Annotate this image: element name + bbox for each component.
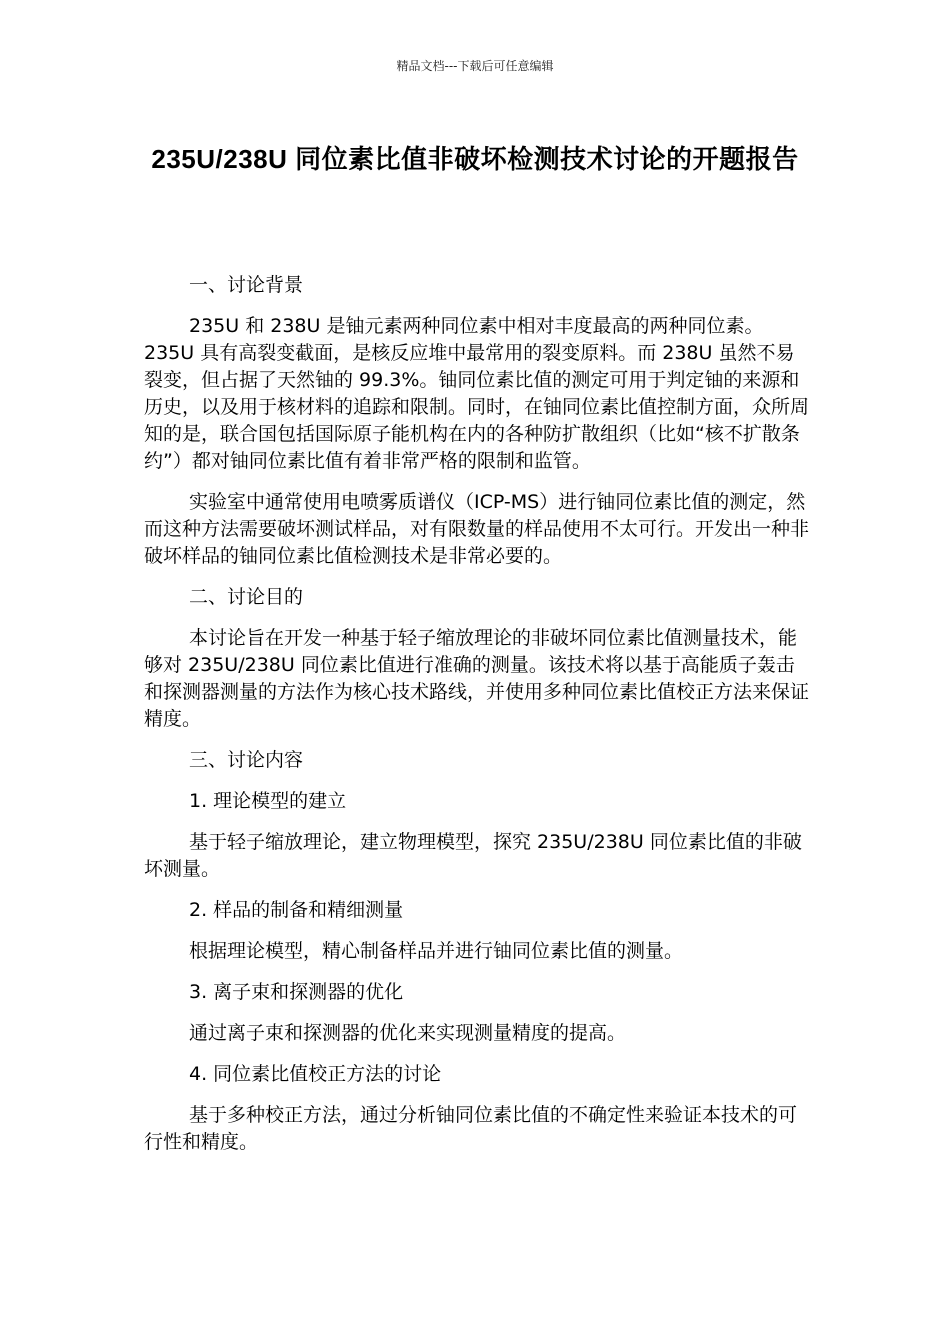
list-item-title: 4. 同位素比值校正方法的讨论 <box>189 1063 442 1085</box>
list-item-text: 基于轻子缩放理论，建立物理模型，探究 235U/238U 同位素比值的非破坏测量。 <box>144 831 802 880</box>
list-item-title: 1. 理论模型的建立 <box>189 790 347 812</box>
list-item-text: 通过离子束和探测器的优化来实现测量精度的提高。 <box>189 1022 627 1044</box>
list-item-text: 基于多种校正方法，通过分析铀同位素比值的不确定性来验证本技术的可行性和精度。 <box>144 1104 798 1153</box>
list-item-title: 3. 离子束和探测器的优化 <box>189 981 404 1003</box>
section-heading-content: 三、讨论内容 <box>189 749 304 771</box>
list-item-title: 2. 样品的制备和精细测量 <box>189 899 404 921</box>
header-note: 精品文档---下载后可任意编辑 <box>396 59 554 73</box>
section-heading-purpose: 二、讨论目的 <box>189 586 304 608</box>
section-heading-background: 一、讨论背景 <box>189 274 304 296</box>
document-body <box>144 272 810 1170</box>
list-item-text: 根据理论模型，精心制备样品并进行铀同位素比值的测量。 <box>189 940 684 962</box>
paragraph: 本讨论旨在开发一种基于轻子缩放理论的非破坏同位素比值测量技术，能够对 235U/238U 同位素比值进行准确的测量。该技术将以基于高能质子轰击和探测器测量的方法作为核心技术路线，并使用多种同位素比值校正方法来保证精度。 <box>144 627 810 730</box>
paragraph: 实验室中通常使用电喷雾质谱仪（ICP-MS）进行铀同位素比值的测定，然而这种方法需要破坏测试样品，对有限数量的样品使用不太可行。开发出一种非破坏样品的铀同位素比值检测技术是非常必要的。 <box>144 491 810 567</box>
document-title: 235U/238U 同位素比值非破坏检测技术讨论的开题报告 <box>151 144 799 174</box>
paragraph: 235U 和 238U 是铀元素两种同位素中相对丰度最高的两种同位素。235U 具有高裂变截面，是核反应堆中最常用的裂变原料。而 238U 虽然不易裂变，但占据了天然铀的 99.3%。铀同位素比值的测定可用于判定铀的来源和历史，以及用于核材料的追踪和限制。同时，在铀同位素比值控制方面，众所周知的是，联合国包括国际原子能机构在内的各种防扩散组织（比如“核不扩散条约”）都对铀同位素比值有着非常严格的限制和监管。 <box>144 315 810 472</box>
